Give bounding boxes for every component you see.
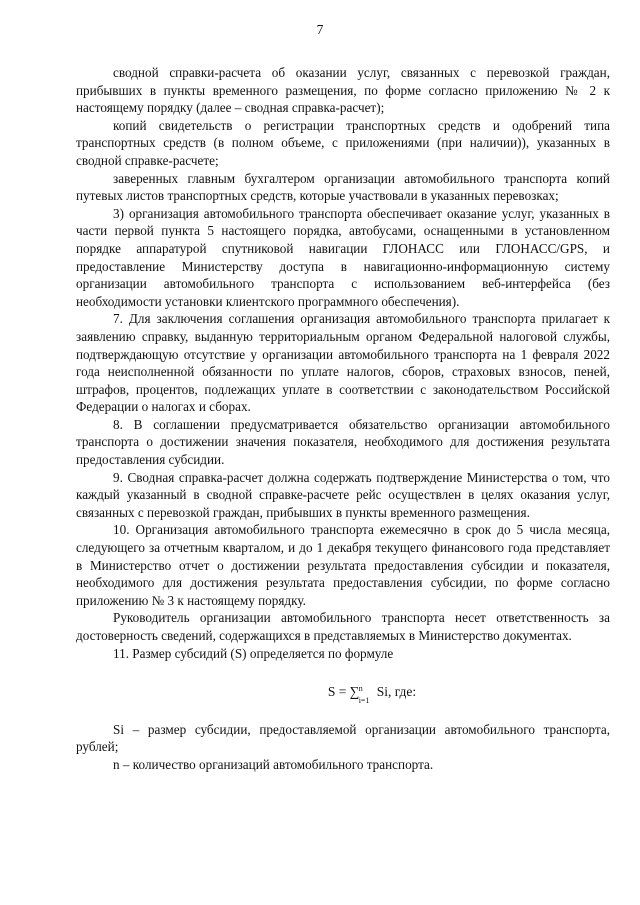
paragraph-registration-certificates: копий свидетельств о регистрации транспортных средств и одобрений типа транспортных средств (в полном объеме, с приложениями (при наличии)), указанных в сводной справке-расчете; xyxy=(76,117,610,168)
paragraph-n-definition: n – количество организаций автомобильного транспорта. xyxy=(113,756,434,772)
paragraph-si-definition: Si – размер субсидии, предоставляемой организации автомобильного транспорта, рублей; xyxy=(76,721,610,755)
page-number: 7 xyxy=(316,22,324,37)
sum-symbol-group xyxy=(349,683,370,706)
paragraph-consolidated-statement: сводной справки-расчета об оказании услуг, связанных с перевозкой граждан, прибывших в пункты временного размещения, по форме согласно приложению № 2 к настоящему порядку (далее – сводная справка-расчет); xyxy=(76,65,610,116)
sum-upper-limit: n xyxy=(358,684,363,694)
paragraph-waybills: заверенных главным бухгалтером организации автомобильного транспорта копий путевых листов транспортных средств, которые участвовали в указанных перевозках; xyxy=(76,170,610,204)
sum-lower-limit: i=1 xyxy=(358,696,370,706)
document-body xyxy=(76,64,610,774)
formula-lhs: S = xyxy=(327,684,350,700)
paragraph-item-10: 10. Организация автомобильного транспорта ежемесячно в срок до 5 числа месяца, следующего за отчетным кварталом, и до 1 декабря текущего финансового года представляет в Министерство отчет о достижении результата предоставления субсидии и показателя, необходимого для достижения результата предоставления субсидии, по форме согласно приложению № 3 к настоящему порядку. xyxy=(76,522,610,608)
paragraph-item-8: 8. В соглашении предусматривается обязательство организации автомобильного транспорта о достижении значения показателя, необходимого для достижения результата предоставления субсидии. xyxy=(76,416,610,468)
paragraph-item-9: 9. Сводная справка-расчет должна содержать подтверждение Министерства о том, что каждый указанный в сводной справке-расчете рейс осуществлен в целях оказания услуг, связанных с перевозкой граждан, прибывших в пункты временного размещения. xyxy=(76,469,610,520)
paragraph-item-11: 11. Размер субсидий (S) определяется по формуле xyxy=(113,645,394,661)
paragraph-glonass-requirement: 3) организация автомобильного транспорта обеспечивает оказание услуг, указанных в части первой пункта 5 настоящего порядка, автобусами, оснащенными в установленном порядке аппаратурой спутниковой навигации ГЛОНАСС или ГЛОНАСС/GPS, и предоставление Министерству доступа в навигационно-информационную систему организации автомобильного транспорта с использованием веб-интерфейса (без необходимости установки клиентского программного обеспечения). xyxy=(76,205,610,309)
paragraph-item-7: 7. Для заключения соглашения организация автомобильного транспорта прилагает к заявлению справку, выданную территориальным органом Федеральной налоговой службы, подтверждающую отсутствие у организации автомобильного транспорта на 1 февраля 2022 года неисполненной обязанности по уплате налогов, сборов, страховых взносов, пеней, штрафов, процентов, подлежащих уплате в соответствии с законодательством Российской Федерации о налогах и сборах. xyxy=(76,311,610,415)
sum-symbol: ∑ xyxy=(349,684,360,700)
subsidy-formula xyxy=(134,683,610,706)
formula-rhs: Si, где: xyxy=(373,684,417,700)
paragraph-responsibility: Руководитель организации автомобильного транспорта несет ответственность за достоверность сведений, содержащихся в представляемых в Министерство документах. xyxy=(76,610,610,643)
